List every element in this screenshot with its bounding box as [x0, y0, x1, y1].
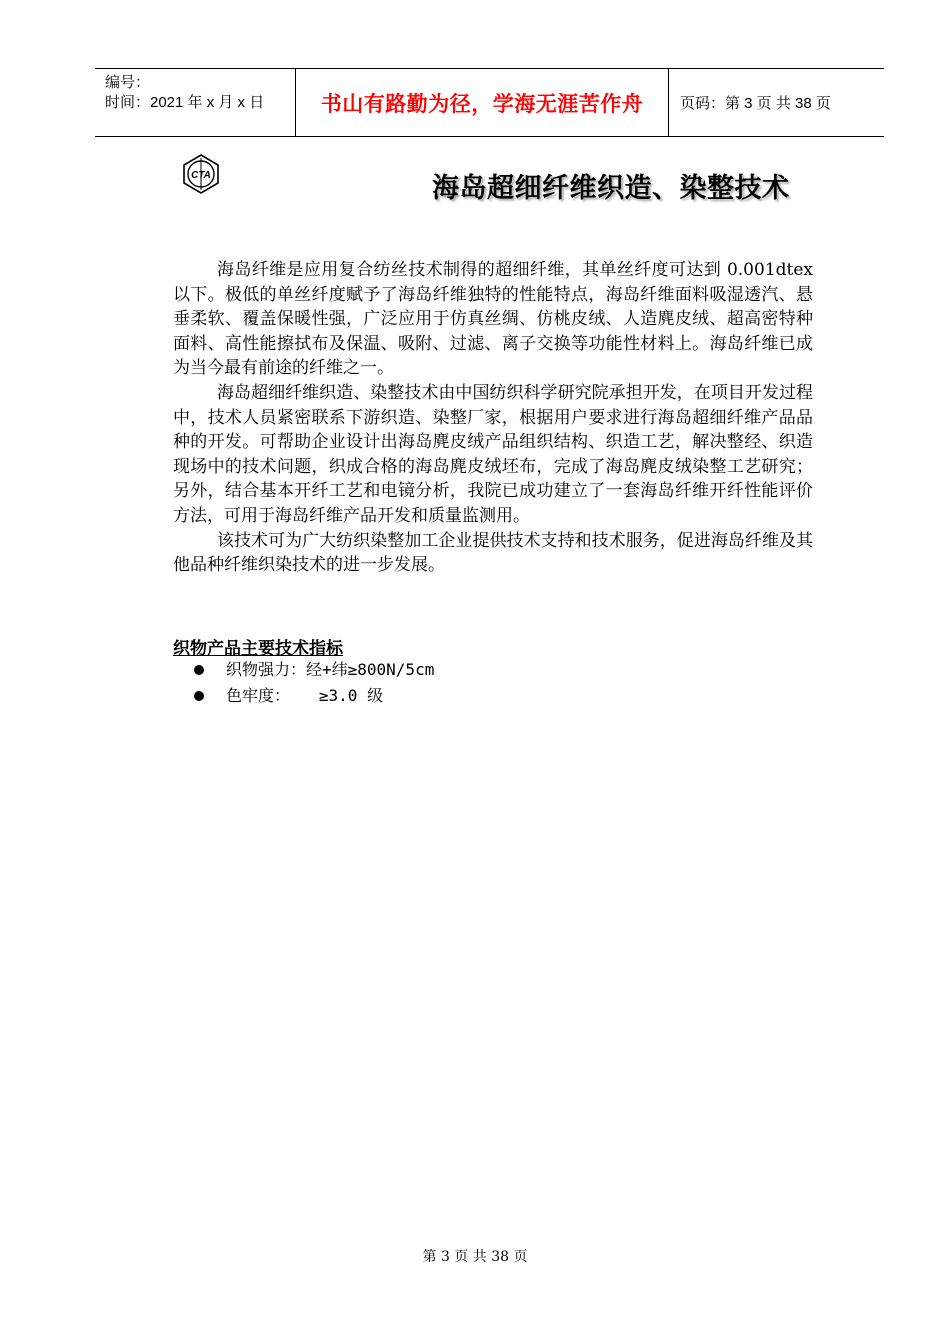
- list-item: [190, 657, 434, 683]
- header-table: [95, 68, 884, 137]
- header-divider: [668, 69, 669, 136]
- paragraph: 海岛超细纤维织造、染整技术由中国纺织科学研究院承担开发，在项目开发过程中，技术人员紧密联系下游织造、染整厂家，根据用户要求进行海岛超细纤维产品品种的开发。可帮助企业设计出海岛麂皮绒产品组织结构、织造工艺，解决整经、织造现场中的技术问题，织成合格的海岛麂皮绒坯布，完成了海岛麂皮绒染整工艺研究；另外，结合基本开纤工艺和电镜分析，我院已成功建立了一套海岛纤维开纤性能评价方法，可用于海岛纤维产品开发和质量监测用。: [173, 382, 813, 526]
- cta-emblem-icon: [180, 153, 222, 195]
- section-heading: 织物产品主要技术指标: [173, 639, 343, 659]
- header-left-cell: [95, 69, 295, 136]
- list-item-text: 色牢度： ≥3.0 级: [226, 686, 384, 705]
- document-title: 海岛超细纤维织造、染整技术: [432, 173, 790, 204]
- paragraph: 海岛纤维是应用复合纺丝技术制得的超细纤维，其单丝纤度可达到 0.001dtex 以下。极低的单丝纤度赋予了海岛纤维独特的性能特点，海岛纤维面料吸湿透汽、悬垂柔软、覆盖保暖性强，广泛应用于仿真丝绸、仿桃皮绒、人造麂皮绒、超高密特种面料、高性能擦拭布及保温、吸附、过滤、离子交换等功能性材料上。海岛纤维已成为当今最有前途的纤维之一。: [173, 260, 813, 379]
- logo-text: CTA: [191, 170, 211, 181]
- number-label: 编号：: [105, 74, 151, 91]
- list-item: [190, 683, 434, 709]
- bullet-icon: [194, 665, 204, 675]
- page-footer: 第 3 页 共 38 页: [422, 1249, 528, 1265]
- header-motto: 书山有路勤为径，学海无涯苦作舟: [320, 91, 644, 116]
- header-page-info: 页码：第 3 页 共 38 页: [680, 95, 831, 112]
- paragraph: 该技术可为广大纺织染整加工企业提供技术支持和技术服务，促进海岛纤维及其他品种纤维织染技术的进一步发展。: [173, 530, 813, 576]
- list-item-text: 织物强力：经+纬≥800N/5cm: [226, 660, 435, 679]
- spec-list: [190, 657, 434, 709]
- body-text: [173, 258, 813, 578]
- bullet-icon: [194, 691, 204, 701]
- time-label: 时间：2021 年 x 月 x 日: [105, 94, 265, 111]
